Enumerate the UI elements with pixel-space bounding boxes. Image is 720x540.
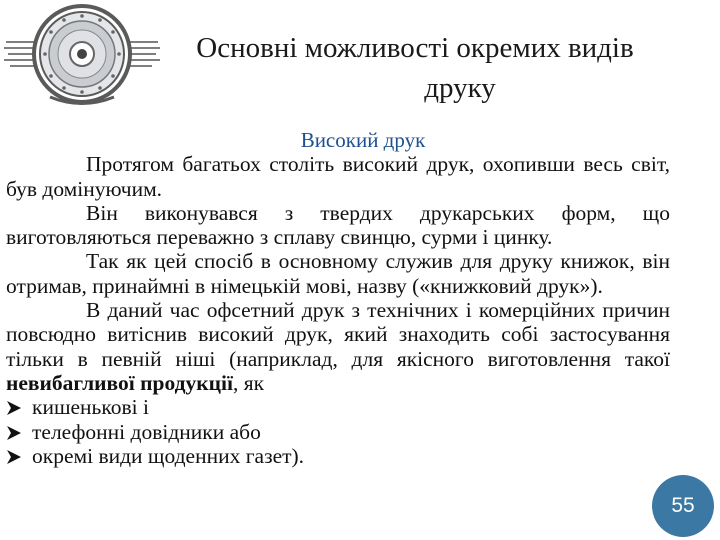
paragraph-4-bold-text: невибагливої продукції [6, 370, 233, 395]
slide-title [160, 28, 690, 108]
arrowhead-bullet-icon [6, 420, 32, 444]
paragraph-3: Так як цей спосіб в основному служив для друку книжок, він отримав, принаймні в німецькій мові, назву («книжковий друк»). [6, 249, 670, 298]
slide-body [6, 128, 670, 468]
bullet-text: кишенькові і [32, 395, 149, 420]
paragraph-4 [6, 298, 670, 395]
paragraph-4-text: В даний час офсетний друк з технічних і комерційних причин повсюдно витіснив високий друк, який знаходить собі застосування тільки в певній ніші (наприклад, для якісного виготовлення такої [6, 298, 670, 371]
list-item [6, 420, 670, 444]
paragraph-1: Протягом багатьох століть високий друк, охопивши весь світ, був домінуючим. [6, 152, 670, 201]
section-subtitle: Високий друк [300, 128, 426, 152]
bullet-list [6, 395, 670, 468]
arrowhead-bullet-icon [6, 395, 32, 419]
arrowhead-bullet-icon [6, 444, 32, 468]
bullet-text: телефонні довідники або [32, 419, 261, 444]
slide-title-line-1: Основні можливості окремих видів [196, 32, 634, 64]
bullet-text: окремі види щоденних газет). [32, 443, 305, 468]
paragraph-2: Він виконувався з твердих друкарських форм, що виготовляються переважно з сплаву свинцю, сурми і цинку. [6, 200, 670, 250]
list-item [6, 444, 670, 468]
paragraph-4-tail: , як [232, 370, 265, 395]
list-item [6, 395, 670, 419]
printing-logo [2, 2, 162, 112]
slide-title-line-2: друку [424, 72, 496, 104]
page-number-badge: 55 [652, 475, 714, 537]
